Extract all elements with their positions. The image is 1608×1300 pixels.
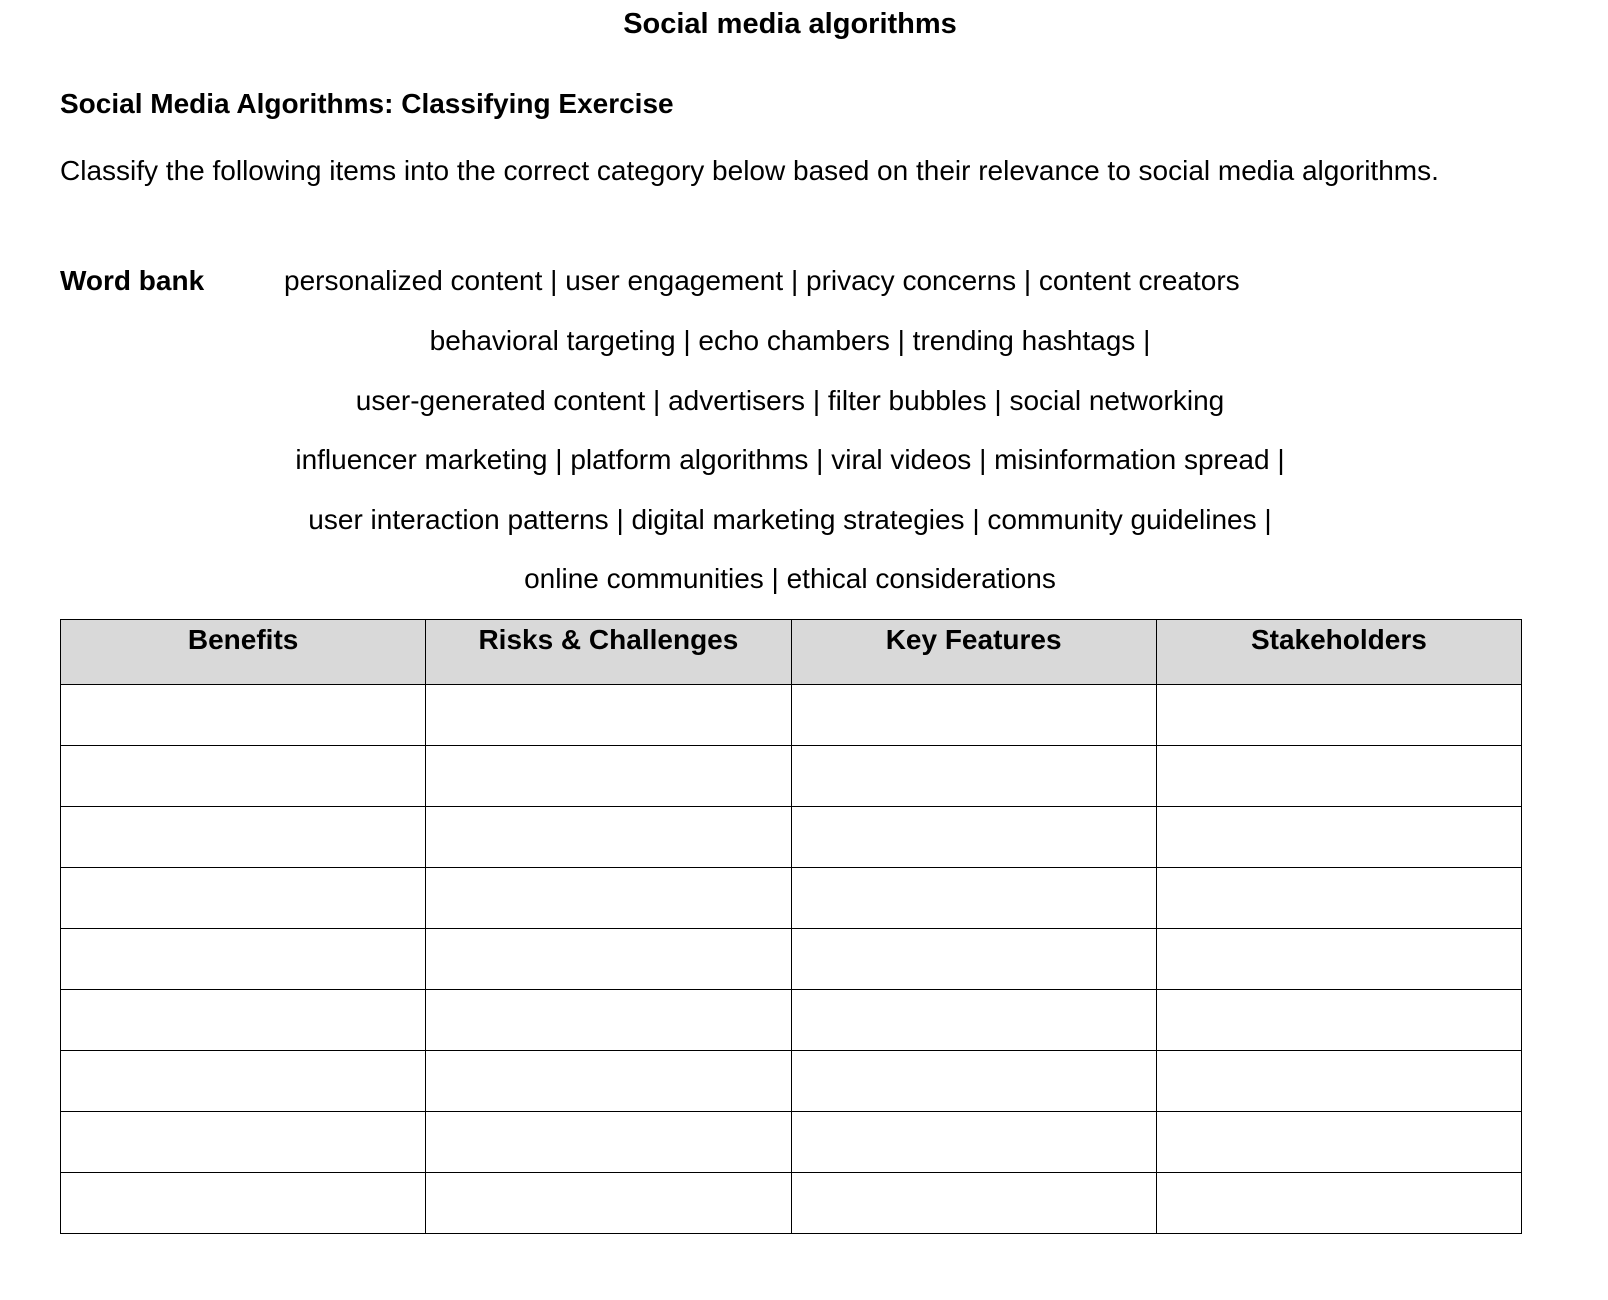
answer-cell-key-features[interactable] bbox=[791, 685, 1156, 746]
word-bank-line: online communities | ethical considerations bbox=[524, 563, 1056, 594]
word-bank-line: user interaction patterns | digital marketing strategies | community guidelines | bbox=[308, 504, 1272, 535]
answer-cell-stakeholders[interactable] bbox=[1156, 807, 1521, 868]
answer-cell-key-features[interactable] bbox=[791, 990, 1156, 1051]
answer-cell-risks-challenges[interactable] bbox=[426, 746, 791, 807]
answer-cell-risks-challenges[interactable] bbox=[426, 1051, 791, 1112]
answer-cell-risks-challenges[interactable] bbox=[426, 929, 791, 990]
answer-cell-key-features[interactable] bbox=[791, 868, 1156, 929]
answer-cell-benefits[interactable] bbox=[61, 1051, 426, 1112]
table-row bbox=[61, 990, 1522, 1051]
column-header-risks-challenges: Risks & Challenges bbox=[426, 620, 791, 685]
answer-cell-risks-challenges[interactable] bbox=[426, 868, 791, 929]
answer-cell-benefits[interactable] bbox=[61, 868, 426, 929]
word-bank-line: behavioral targeting | echo chambers | trending hashtags | bbox=[429, 325, 1151, 356]
table-row bbox=[61, 929, 1522, 990]
answer-cell-risks-challenges[interactable] bbox=[426, 807, 791, 868]
answer-cell-key-features[interactable] bbox=[791, 807, 1156, 868]
answer-cell-risks-challenges[interactable] bbox=[426, 1173, 791, 1234]
answer-cell-key-features[interactable] bbox=[791, 1051, 1156, 1112]
table-row bbox=[61, 868, 1522, 929]
answer-cell-risks-challenges[interactable] bbox=[426, 990, 791, 1051]
answer-cell-stakeholders[interactable] bbox=[1156, 1173, 1521, 1234]
word-bank-line: user-generated content | advertisers | filter bubbles | social networking bbox=[355, 385, 1225, 416]
answer-cell-stakeholders[interactable] bbox=[1156, 1112, 1521, 1173]
answer-cell-risks-challenges[interactable] bbox=[426, 1112, 791, 1173]
answer-cell-key-features[interactable] bbox=[791, 1112, 1156, 1173]
answer-cell-benefits[interactable] bbox=[61, 990, 426, 1051]
document-title: Social media algorithms bbox=[623, 8, 957, 40]
table-row bbox=[61, 1112, 1522, 1173]
table-header-row bbox=[61, 620, 1522, 685]
section-heading: Social Media Algorithms: Classifying Exercise bbox=[60, 88, 674, 119]
answer-cell-stakeholders[interactable] bbox=[1156, 990, 1521, 1051]
answer-cell-stakeholders[interactable] bbox=[1156, 685, 1521, 746]
answer-cell-stakeholders[interactable] bbox=[1156, 1051, 1521, 1112]
table-row bbox=[61, 746, 1522, 807]
answer-cell-key-features[interactable] bbox=[791, 1173, 1156, 1234]
answer-cell-key-features[interactable] bbox=[791, 929, 1156, 990]
column-header-stakeholders: Stakeholders bbox=[1156, 620, 1521, 685]
answer-cell-benefits[interactable] bbox=[61, 1173, 426, 1234]
answer-cell-stakeholders[interactable] bbox=[1156, 868, 1521, 929]
answer-cell-benefits[interactable] bbox=[61, 746, 426, 807]
answer-cell-benefits[interactable] bbox=[61, 807, 426, 868]
word-bank-line: personalized content | user engagement | privacy concerns | content creators bbox=[284, 265, 1240, 296]
answer-cell-risks-challenges[interactable] bbox=[426, 685, 791, 746]
classification-table bbox=[60, 619, 1522, 1234]
word-bank-label: Word bank bbox=[60, 265, 205, 296]
table-body bbox=[61, 685, 1522, 1234]
word-bank-line: influencer marketing | platform algorithms | viral videos | misinformation spread | bbox=[295, 444, 1285, 475]
table-row bbox=[61, 685, 1522, 746]
table-row bbox=[61, 1173, 1522, 1234]
answer-cell-benefits[interactable] bbox=[61, 685, 426, 746]
table-row bbox=[61, 807, 1522, 868]
instructions: Classify the following items into the correct category below based on their relevance to social media algorithms. bbox=[60, 155, 1439, 186]
answer-cell-stakeholders[interactable] bbox=[1156, 929, 1521, 990]
answer-cell-benefits[interactable] bbox=[61, 929, 426, 990]
answer-cell-benefits[interactable] bbox=[61, 1112, 426, 1173]
answer-cell-stakeholders[interactable] bbox=[1156, 746, 1521, 807]
column-header-key-features: Key Features bbox=[791, 620, 1156, 685]
table-row bbox=[61, 1051, 1522, 1112]
answer-cell-key-features[interactable] bbox=[791, 746, 1156, 807]
column-header-benefits: Benefits bbox=[61, 620, 426, 685]
